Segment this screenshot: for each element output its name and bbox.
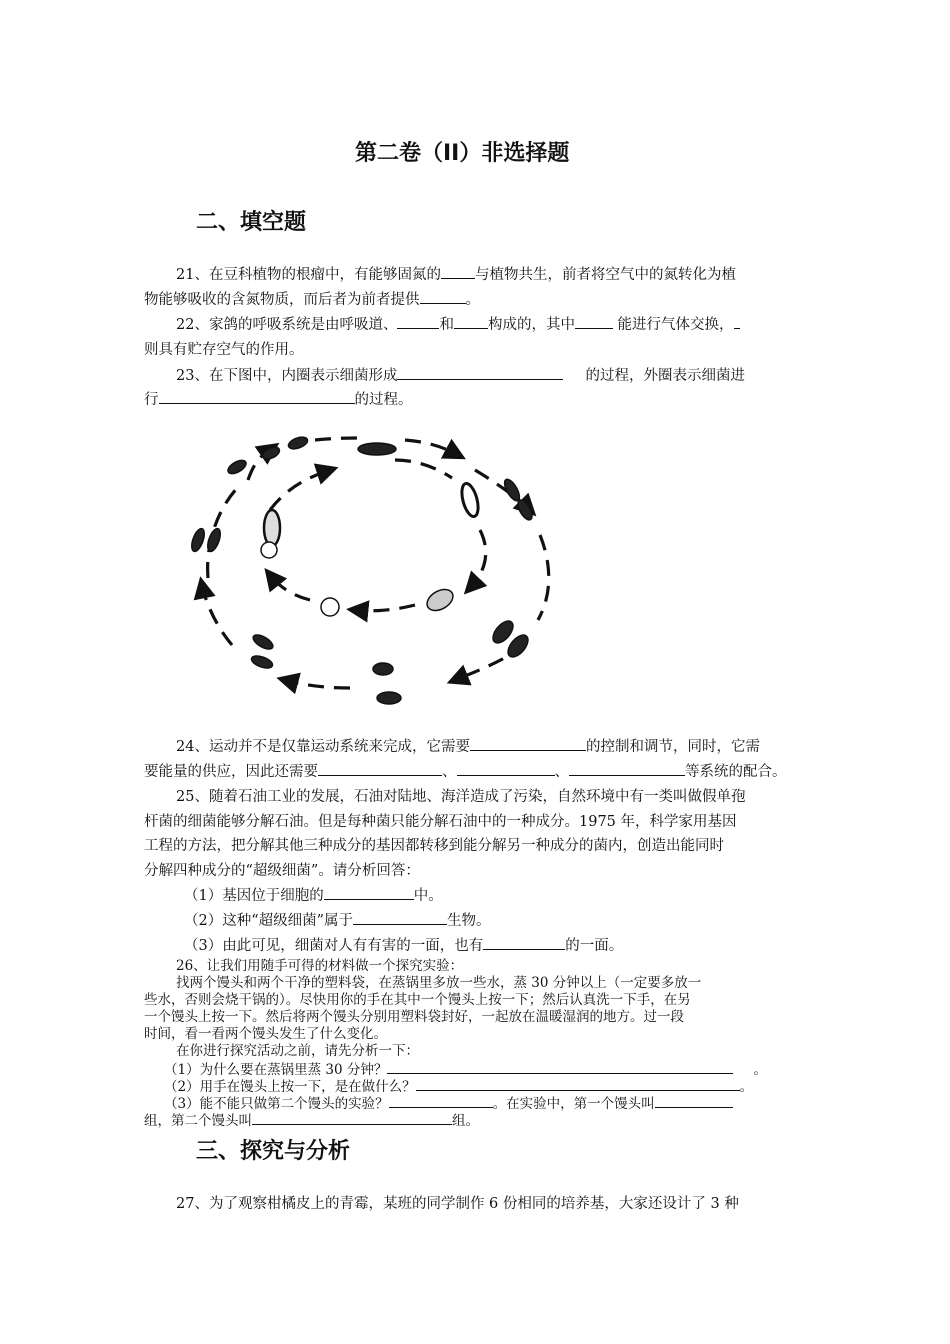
q25-blank-3[interactable] (483, 934, 565, 950)
bacterium-rod (373, 663, 393, 675)
q26-sub3-group2: 组。 (452, 1113, 479, 1129)
free-spore (321, 598, 339, 616)
bacterium-rod (205, 527, 223, 553)
q25-sub3-end: 的一面。 (565, 938, 624, 954)
q23-text-b: 的过程，外圈表示细菌进 (585, 368, 745, 384)
q26-sub2-text: （2）用手在馒头上按一下，是在做什么？ (164, 1079, 416, 1095)
spore (261, 542, 277, 558)
q26-blank-4[interactable] (655, 1094, 733, 1108)
q26-sub3-text: （3）能不能只做第二个馒头的实验？ (164, 1096, 389, 1112)
bacterium-rod (287, 435, 309, 451)
q27-line1: 27、为了观察柑橘皮上的青霉，某班的同学制作 6 份相同的培养基，大家还设计了 3 种 (176, 1196, 739, 1212)
q25-sub2-text: （2）这种“超级细菌”属于 (184, 913, 354, 929)
bacterium-rod (189, 527, 207, 553)
q22-text-a: 22、家鸽的呼吸系统是由呼吸道、 (176, 317, 398, 333)
bacterium-dividing (459, 482, 481, 518)
inner-cycle-arrows (270, 460, 486, 611)
q23-text-a: 23、在下图中，内圈表示细菌形成 (176, 368, 398, 384)
q26-line3: 些水，否则会烧干锅的）。尽快用你的手在其中一个馒头上按一下；然后认真洗一下手，在另 (144, 992, 691, 1008)
q22-text-c: 构成的，其中 (487, 317, 575, 333)
q25-line3: 工程的方法，把分解其他三种成分的基因都转移到能分解另一种成分的菌内，创造出能同时 (144, 838, 724, 854)
q26-sub1-text: （1）为什么要在蒸锅里蒸 30 分钟？ (164, 1062, 388, 1078)
q22-text-e: 则具有贮存空气的作用。 (144, 342, 304, 358)
q24-blank-2[interactable] (318, 760, 442, 776)
q25-line4: 分解四种成分的“超级细菌”。请分析回答： (144, 863, 420, 879)
q25-line1: 25、随着石油工业的发展，石油对陆地、海洋造成了污染，自然环境中有一类叫做假单孢 (176, 789, 746, 805)
germinating-spore (423, 585, 456, 615)
q21-text-d: 。 (465, 292, 480, 308)
q24-text-a: 24、运动并不是仅靠运动系统来完成，它需要 (176, 739, 470, 755)
q24-blank-1[interactable] (470, 735, 586, 751)
section-heading-inquiry: 三、探究与分析 (196, 1139, 351, 1164)
bacterium-rod (261, 445, 282, 462)
q26-sub3-group1: 组，第二个馒头叫 (144, 1113, 252, 1129)
q26-sub3-mid: 。在实验中，第一个馒头叫 (492, 1096, 655, 1112)
q24-blank-4[interactable] (569, 760, 685, 776)
section-heading-fill-blank: 二、填空题 (196, 210, 307, 235)
q24-text-b: 的控制和调节，同时，它需 (585, 739, 760, 755)
q26-sub3-cont (144, 1111, 479, 1130)
q26-line4: 一个馒头上按一下。然后将两个馒头分别用塑料袋封好，一起放在温暖湿润的地方。过一段 (144, 1009, 684, 1025)
q25-blank-1[interactable] (324, 884, 414, 900)
q26-blank-3[interactable] (389, 1094, 493, 1108)
q25-sub2-end: 生物。 (447, 913, 491, 929)
bacterium-sporulating (264, 510, 280, 546)
q24-blank-3[interactable] (457, 760, 555, 776)
q21-text-b: 与植物共生，前者将空气中的氮转化为植 (474, 267, 736, 283)
q22-text-b: 和 (439, 317, 454, 333)
q23-text-d: 的过程。 (354, 392, 413, 408)
q24-text-c: 要能量的供应，因此还需要 (144, 764, 318, 780)
q25-line2: 杆菌的细菌能够分解石油。但是每种菌只能分解石油中的一种成分。1975 年，科学家用基因 (144, 814, 737, 830)
page-title: 第二卷（II）非选择题 (355, 141, 570, 166)
q25-sub3 (184, 934, 623, 958)
q24-text-e: 、 (554, 764, 569, 780)
q24-text-f: 等系统的配合。 (685, 764, 787, 780)
q23-text-c: 行 (144, 392, 159, 408)
q24-text-d: 、 (442, 764, 457, 780)
q26-sub2-end: 。 (739, 1079, 754, 1095)
q26-line2: 找两个馒头和两个干净的塑料袋，在蒸锅里多放一些水，蒸 30 分钟以上（一定要多放一 (176, 975, 702, 991)
q22-text-d: 能进行气体交换， (612, 317, 734, 333)
bacterium-rod (226, 458, 248, 477)
q25-blank-2[interactable] (353, 909, 447, 925)
q26-line5: 时间，看一看两个馒头发生了什么变化。 (144, 1026, 387, 1042)
q26-blank-1[interactable] (387, 1060, 733, 1074)
bacterium-dividing (515, 498, 535, 522)
q24-line2 (144, 760, 787, 784)
q25-sub1 (184, 884, 443, 908)
q25-sub3-text: （3）由此可见，细菌对人有有害的一面，也有 (184, 938, 484, 954)
outer-cycle-arrows (202, 438, 549, 688)
bacterium-rod (251, 632, 275, 652)
q26-blank-2[interactable] (416, 1077, 740, 1091)
q25-sub1-text: （1）基因位于细胞的 (184, 888, 324, 904)
q26-line1: 26、让我们用随手可得的材料做一个探究实验： (176, 958, 464, 974)
q25-sub1-end: 中。 (413, 888, 443, 904)
bacterium-rod (250, 654, 274, 671)
q26-blank-5[interactable] (252, 1111, 452, 1125)
q25-sub2 (184, 909, 491, 933)
bacterium-rod (377, 692, 401, 704)
q26-line6: 在你进行探究活动之前，请先分析一下： (176, 1043, 419, 1059)
q24-line1 (176, 735, 760, 759)
q21-text-a: 21、在豆科植物的根瘤中，有能够固氮的 (176, 267, 441, 283)
q26-sub1-end: 。 (753, 1062, 767, 1078)
q21-text-c: 物能够吸收的含氮物质，而后者为前者提供 (144, 292, 420, 308)
bacterium-rod (358, 443, 396, 455)
